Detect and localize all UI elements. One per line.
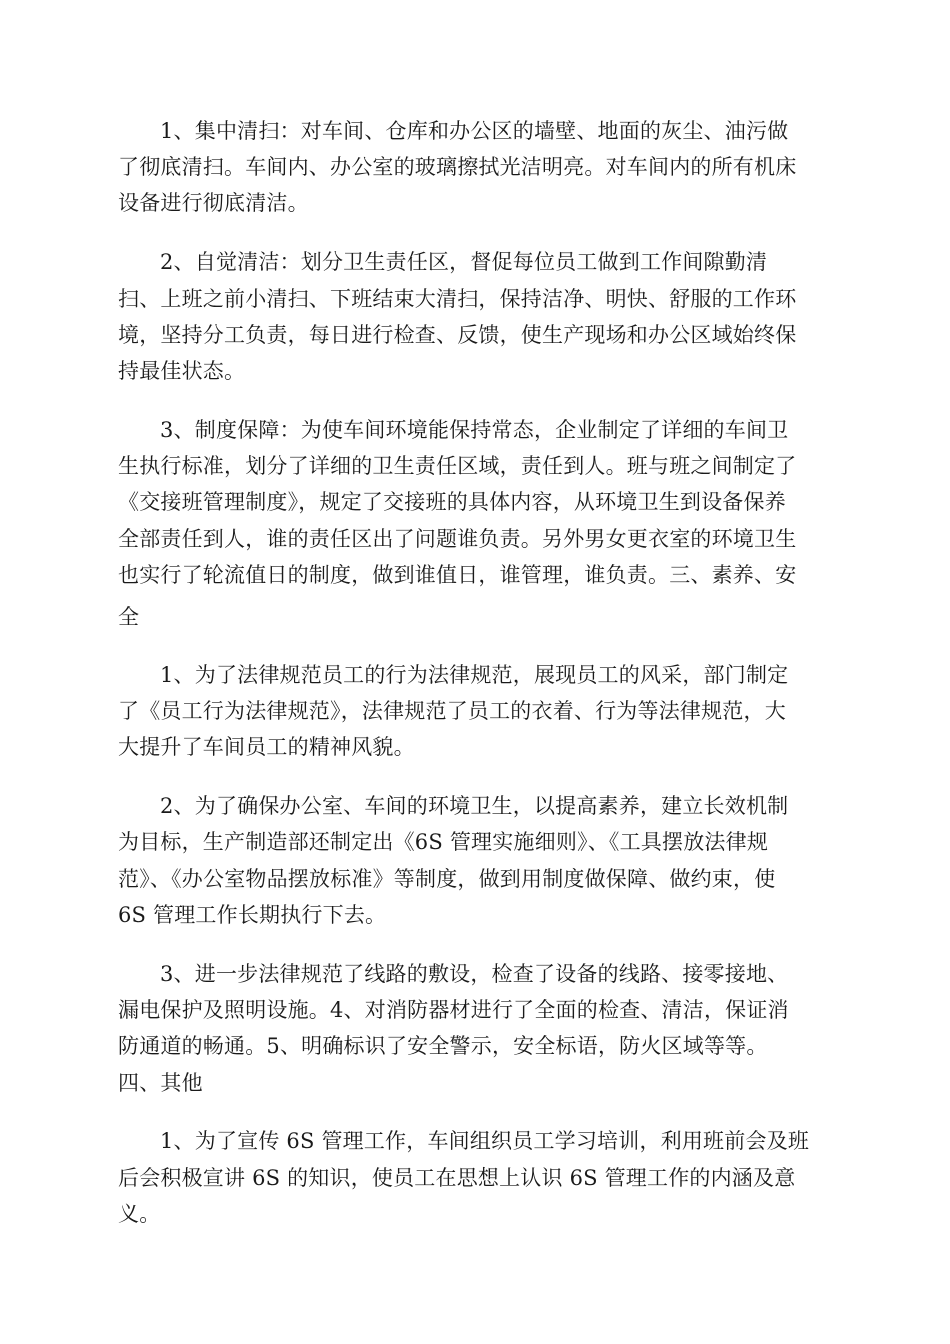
paragraph-line: 扫、上班之前小清扫、下班结束大清扫，保持洁净、明快、舒服的工作环 xyxy=(118,287,797,311)
paragraph-line: 1、为了法律规范员工的行为法律规范，展现员工的风采，部门制定 xyxy=(160,663,789,687)
paragraph-line: 2、自觉清洁：划分卫生责任区，督促每位员工做到工作间隙勤清 xyxy=(160,250,768,274)
paragraph-line: 1、为了宣传 6S 管理工作，车间组织员工学习培训，利用班前会及班 xyxy=(160,1129,810,1153)
paragraph-line: 后会积极宣讲 6S 的知识，使员工在思想上认识 6S 管理工作的内涵及意 xyxy=(118,1166,796,1190)
paragraph-line: 了《员工行为法律规范》，法律规范了员工的衣着、行为等法律规范，大 xyxy=(118,699,786,723)
paragraph-line: 也实行了轮流值日的制度，做到谁值日，谁管理，谁负责。三、素养、安 xyxy=(118,563,797,587)
paragraph-line: 生执行标准，划分了详细的卫生责任区域，责任到人。班与班之间制定了 xyxy=(118,454,797,478)
paragraph-line: 设备进行彻底清洁。 xyxy=(118,191,309,215)
paragraph-line: 全部责任到人，谁的责任区出了问题谁负责。另外男女更衣室的环境卫生 xyxy=(118,527,797,551)
paragraph-line: 1、集中清扫：对车间、仓库和办公区的墙壁、地面的灰尘、油污做 xyxy=(160,119,789,143)
paragraph-line: 了彻底清扫。车间内、办公室的玻璃擦拭光洁明亮。对车间内的所有机床 xyxy=(118,155,797,179)
paragraph-line: 境，坚持分工负责，每日进行检查、反馈，使生产现场和办公区域始终保 xyxy=(118,323,797,347)
paragraph-line: 2、为了确保办公室、车间的环境卫生，以提高素养，建立长效机制 xyxy=(160,794,789,818)
paragraph-line: 义。 xyxy=(118,1202,161,1226)
paragraph-line: 为目标，生产制造部还制定出《6S 管理实施细则》、《工具摆放法律规 xyxy=(118,830,769,854)
paragraph-line: 持最佳状态。 xyxy=(118,359,246,383)
paragraph-line: 防通道的畅通。5、明确标识了安全警示，安全标语，防火区域等等。 xyxy=(118,1034,768,1058)
paragraph-line: 3、制度保障：为使车间环境能保持常态，企业制定了详细的车间卫 xyxy=(160,418,789,442)
paragraph-line: 6S 管理工作长期执行下去。 xyxy=(118,903,387,927)
paragraph-line: 3、进一步法律规范了线路的敷设，检查了设备的线路、接零接地、 xyxy=(160,962,789,986)
paragraph-line: 《交接班管理制度》，规定了交接班的具体内容，从环境卫生到设备保养 xyxy=(118,490,786,514)
paragraph-line: 全 xyxy=(118,605,140,629)
paragraph-line: 范》、《办公室物品摆放标准》等制度，做到用制度做保障、做约束，使 xyxy=(118,867,776,891)
paragraph-line: 漏电保护及照明设施。4、对消防器材进行了全面的检查、清洁，保证消 xyxy=(118,998,789,1022)
paragraph-line: 大提升了车间员工的精神风貌。 xyxy=(118,735,415,759)
section-heading: 四、其他 xyxy=(118,1071,203,1095)
